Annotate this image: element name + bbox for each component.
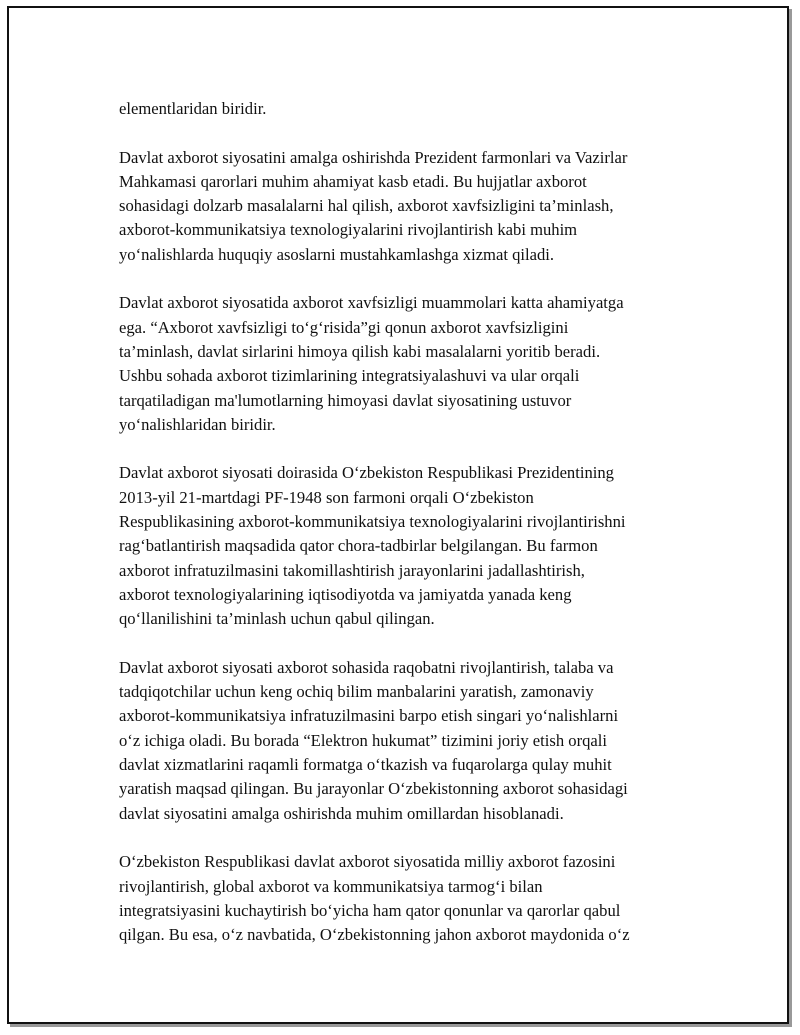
text-line: ta’minlash, davlat sirlarini himoya qilish kabi masalalarni yoritib beradi.	[119, 341, 601, 361]
document-body	[119, 97, 699, 972]
text-line: axborot-kommunikatsiya texnologiyalarini rivojlantirish kabi muhim	[119, 220, 578, 240]
paragraph-5	[119, 656, 699, 826]
text-line: sohasidagi dolzarb masalalarni hal qilish, axborot xavfsizligini ta’minlash,	[119, 196, 614, 216]
text-line: O‘zbekiston Respublikasi davlat axborot siyosatida milliy axborot fazosini	[119, 852, 616, 872]
paragraph-3	[119, 291, 699, 437]
text-line: o‘z ichiga oladi. Bu borada “Elektron hukumat” tizimini joriy etish orqali	[119, 730, 608, 750]
text-line: axborot-kommunikatsiya infratuzilmasini barpo etish singari yo‘nalishlarni	[119, 706, 619, 726]
document-page	[7, 6, 789, 1024]
text-line: Respublikasining axborot-kommunikatsiya texnologiyalarini rivojlantirishni	[119, 512, 626, 532]
text-line: rag‘batlantirish maqsadida qator chora-tadbirlar belgilangan. Bu farmon	[119, 536, 598, 556]
text-line: davlat xizmatlarini raqamli formatga o‘tkazish va fuqarolarga qulay muhit	[119, 755, 612, 775]
text-line: axborot texnologiyalarining iqtisodiyotda va jamiyatda yanada keng	[119, 584, 572, 604]
text-line: elementlaridan biridir.	[119, 99, 267, 118]
text-line: Davlat axborot siyosatida axborot xavfsizligi muammolari katta ahamiyatga	[119, 293, 624, 313]
text-line: tadqiqotchilar uchun keng ochiq bilim manbalarini yaratish, zamonaviy	[119, 682, 594, 702]
text-line: axborot infratuzilmasini takomillashtirish jarayonlarini jadallashtirish,	[119, 560, 585, 580]
text-line: Mahkamasi qarorlari muhim ahamiyat kasb etadi. Bu hujjatlar axborot	[119, 171, 587, 191]
text-line: integratsiyasini kuchaytirish bo‘yicha ham qator qonunlar va qarorlar qabul	[119, 900, 621, 920]
paragraph-6	[119, 850, 699, 947]
paragraph-1	[119, 97, 699, 121]
text-line: qo‘llanilishini ta’minlash uchun qabul qilingan.	[119, 609, 435, 629]
text-line: yaratish maqsad qilingan. Bu jarayonlar O‘zbekistonning axborot sohasidagi	[119, 779, 628, 799]
text-line: ega. “Axborot xavfsizligi to‘g‘risida”gi qonun axborot xavfsizligini	[119, 317, 569, 337]
paragraph-2	[119, 146, 699, 267]
text-line: Davlat axborot siyosati doirasida O‘zbekiston Respublikasi Prezidentining	[119, 463, 614, 483]
text-line: yo‘nalishlaridan biridir.	[119, 414, 276, 434]
text-line: rivojlantirish, global axborot va kommunikatsiya tarmog‘i bilan	[119, 876, 543, 896]
text-line: Davlat axborot siyosatini amalga oshirishda Prezident farmonlari va Vazirlar	[119, 147, 628, 167]
text-line: 2013-yil 21-martdagi PF-1948 son farmoni orqali O‘zbekiston	[119, 487, 534, 507]
text-line: qilgan. Bu esa, o‘z navbatida, O‘zbekistonning jahon axborot maydonida o‘z	[119, 925, 630, 945]
text-line: Ushbu sohada axborot tizimlarining integratsiyalashuvi va ular orqali	[119, 366, 580, 386]
text-line: tarqatiladigan ma'lumotlarning himoyasi davlat siyosatining ustuvor	[119, 390, 572, 410]
paragraph-4	[119, 461, 699, 631]
text-line: yo‘nalishlarda huquqiy asoslarni mustahkamlashga xizmat qiladi.	[119, 244, 555, 264]
text-line: davlat siyosatini amalga oshirishda muhim omillardan hisoblanadi.	[119, 803, 564, 823]
text-line: Davlat axborot siyosati axborot sohasida raqobatni rivojlantirish, talaba va	[119, 657, 614, 677]
